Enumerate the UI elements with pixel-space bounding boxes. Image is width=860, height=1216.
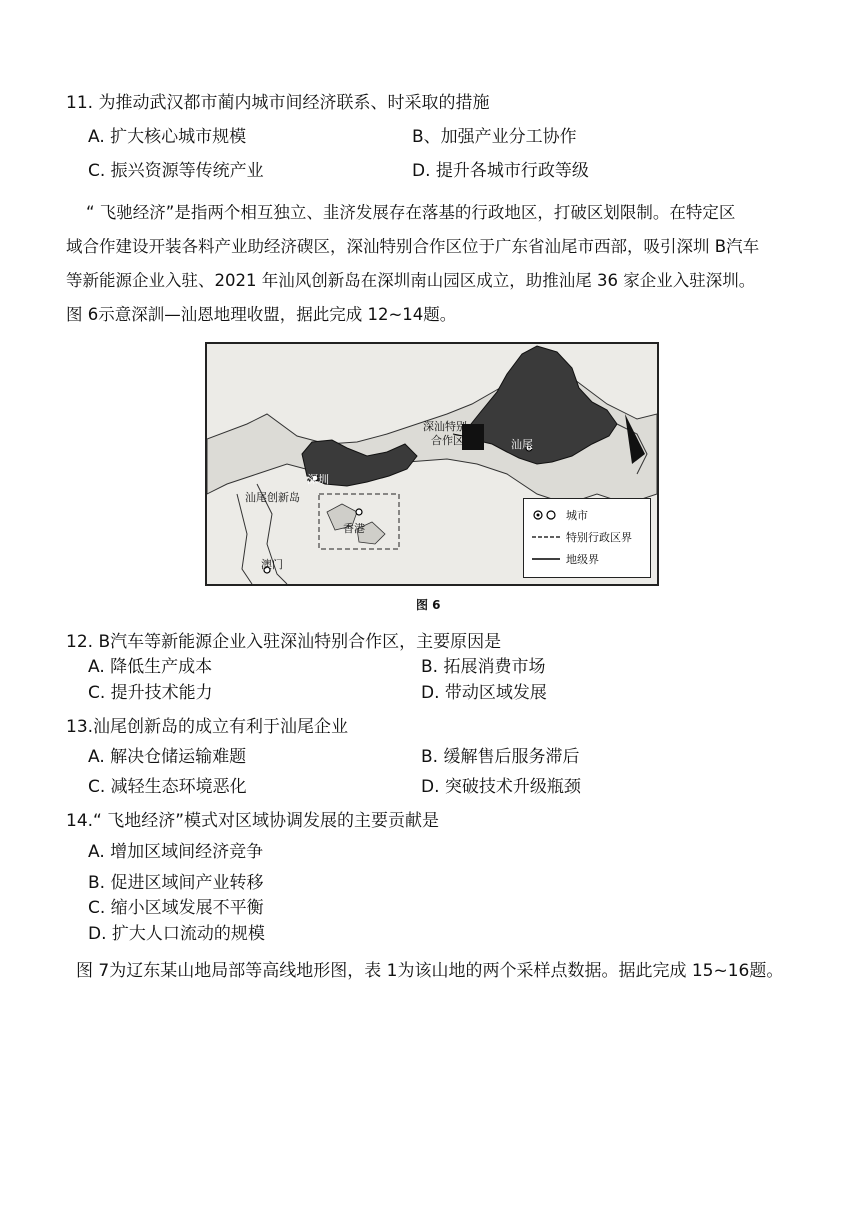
legend-city: 城市: [532, 507, 588, 523]
legend-sar-boundary: 特别行政区界: [532, 529, 632, 545]
q14-option-c: C. 缩小区域发展不平衡: [88, 898, 264, 918]
passage-line-4: 图 6示意深訓—汕恩地理收盟，据此完成 12~14题。: [66, 305, 457, 324]
q13-option-c: C. 减轻生态环境恶化: [88, 777, 247, 797]
q11-option-c: C. 振兴资源等传统产业: [88, 161, 264, 181]
q11-option-b: B、加强产业分工协作: [412, 127, 577, 147]
map-legend: [523, 498, 651, 578]
label-hongkong: 香港: [343, 522, 365, 535]
q12-option-d: D. 带动区域发展: [421, 683, 547, 703]
q13-option-b: B. 缓解售后服务滞后: [421, 747, 580, 767]
label-shenzhen: 深圳: [307, 473, 329, 486]
q12-option-c: C. 提升技术能力: [88, 683, 213, 703]
q14-stem: 14.“ 飞地经济”模式对区域协调发展的主要贡献是: [66, 811, 440, 831]
q14-option-d: D. 扩大人口流动的规模: [88, 924, 265, 944]
q11-option-d: D. 提升各城市行政等级: [412, 161, 589, 181]
q11-option-a: A. 扩大核心城市规模: [88, 127, 247, 147]
figure7-intro: 图 7为辽东某山地局部等高线地形图，表 1为该山地的两个采样点数据。据此完成 15~16题。: [76, 961, 784, 981]
q14-option-a: A. 增加区域间经济竞争: [88, 842, 264, 862]
passage: [66, 196, 800, 332]
label-zone-line2: 合作区: [431, 434, 464, 447]
label-shanwei: 汕尾: [511, 438, 533, 451]
legend-prefecture-boundary: 地级界: [532, 551, 599, 567]
q13-stem: 13.汕尾创新岛的成立有利于汕尾企业: [66, 717, 349, 737]
q12-stem: 12. B汽车等新能源企业入驻深汕特别合作区，主要原因是: [66, 632, 502, 652]
map-figure: [205, 342, 659, 586]
label-zone-line1: 深汕特别: [423, 420, 467, 433]
passage-line-2: 域合作建设开装各料产业助经济碶区，深汕特别合作区位于广东省汕尾市西部，吸引深圳 B汽车: [66, 237, 760, 256]
q14-option-b: B. 促进区域间产业转移: [88, 873, 264, 893]
q11-stem: 11. 为推动武汉都市蔺内城市间经济联系、时采取的措施: [66, 93, 490, 113]
q13-option-d: D. 突破技术升级瓶颈: [421, 777, 581, 797]
passage-line-3: 等新能源企业入驻、2021 年汕风创新岛在深圳南山园区成立，助推汕尾 36 家企业入驻深圳。: [66, 271, 756, 290]
label-macao: 澳门: [261, 558, 283, 571]
solid-line-icon: [532, 553, 560, 565]
q12-option-b: B. 拓展消费市场: [421, 657, 546, 677]
city-symbol-icon: [532, 509, 560, 521]
q12-option-a: A. 降低生产成本: [88, 657, 213, 677]
dashed-line-icon: [532, 531, 560, 543]
figure-caption: 图 6: [416, 598, 441, 612]
passage-line-1: “ 飞驰经济”是指两个相互独立、韭济发展存在落基的行政地区，打破区划限制。在特定区: [86, 203, 736, 222]
label-shanwei-island: 汕尾创新岛: [245, 491, 300, 504]
q13-option-a: A. 解决仓储运输难题: [88, 747, 247, 767]
